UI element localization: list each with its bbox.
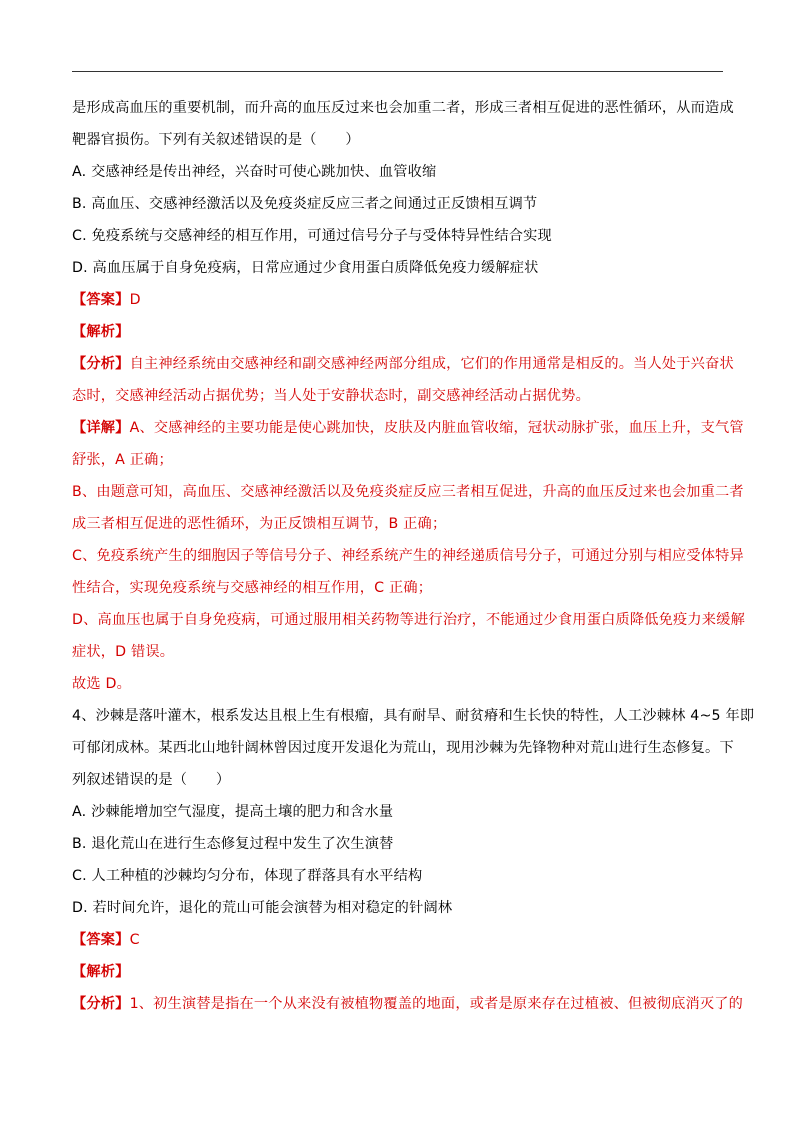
line-text: 成三者相互促进的恶性循环，为正反馈相互调节，B 正确； <box>72 516 447 532</box>
line-text: 列叙述错误的是（ ） <box>72 772 231 788</box>
line-text: D <box>129 292 141 308</box>
line-text: D. 若时间允许，退化的荒山可能会演替为相对稳定的针阔林 <box>72 900 453 916</box>
text-line <box>72 828 732 860</box>
text-line <box>72 796 732 828</box>
line-text: 是形成高血压的重要机制，而升高的血压反过来也会加重二者，形成三者相互促进的恶性循环，从而造成 <box>72 100 734 116</box>
text-line <box>72 284 732 316</box>
line-text: 靶器官损伤。下列有关叙述错误的是（ ） <box>72 132 360 148</box>
line-text: D、高血压也属于自身免疫病，可通过服用相关药物等进行治疗，不能通过少食用蛋白质降低免疫力来缓解 <box>72 612 745 628</box>
section-tag: 【解析】 <box>72 324 130 340</box>
text-line <box>72 636 732 668</box>
line-text: A. 沙棘能增加空气湿度，提高土壤的肥力和含水量 <box>72 804 394 820</box>
text-line <box>72 380 732 412</box>
line-text: 故选 D。 <box>72 676 131 692</box>
text-line <box>72 700 755 732</box>
text-line <box>72 348 732 380</box>
text-line <box>72 732 732 764</box>
section-tag: 【解析】 <box>72 964 130 980</box>
line-text: C. 免疫系统与交感神经的相互作用，可通过信号分子与受体特异性结合实现 <box>72 228 552 244</box>
text-line <box>72 860 732 892</box>
text-line <box>72 668 732 700</box>
line-text: 舒张，A 正确； <box>72 452 173 468</box>
text-line <box>72 316 732 348</box>
line-text: 态时，交感神经活动占据优势；当人处于安静状态时，副交感神经活动占据优势。 <box>72 388 590 404</box>
text-line <box>72 924 732 956</box>
section-tag: 【分析】 <box>72 996 130 1012</box>
line-text: A、交感神经的主要功能是使心跳加快，皮肤及内脏血管收缩，冠状动脉扩张，血压上升，支气管 <box>129 420 744 436</box>
text-line <box>72 988 744 1020</box>
header-rule <box>72 71 723 72</box>
line-text: B、由题意可知，高血压、交感神经激活以及免疫炎症反应三者相互促进，升高的血压反过来也会加重二者 <box>72 484 744 500</box>
text-line <box>72 764 732 796</box>
text-line <box>72 156 732 188</box>
text-line <box>72 892 732 924</box>
text-line <box>72 444 732 476</box>
section-tag: 【答案】 <box>72 932 130 948</box>
text-line <box>72 252 732 284</box>
line-text: C、免疫系统产生的细胞因子等信号分子、神经系统产生的神经递质信号分子，可通过分别与相应受体特异 <box>72 548 744 564</box>
line-text: C <box>129 932 140 948</box>
text-line <box>72 540 744 572</box>
section-tag: 【详解】 <box>72 420 130 436</box>
line-text: 性结合，实现免疫系统与交感神经的相互作用，C 正确； <box>72 580 433 596</box>
text-line <box>72 604 745 636</box>
line-text: 症状，D 错误。 <box>72 644 175 660</box>
text-line <box>72 572 732 604</box>
text-line <box>72 220 732 252</box>
text-line <box>72 412 744 444</box>
line-text: B. 高血压、交感神经激活以及免疫炎症反应三者之间通过正反馈相互调节 <box>72 196 538 212</box>
text-line <box>72 92 732 124</box>
section-tag: 【答案】 <box>72 292 130 308</box>
section-tag: 【分析】 <box>72 356 130 372</box>
line-text: A. 交感神经是传出神经，兴奋时可使心跳加快、血管收缩 <box>72 164 437 180</box>
line-text: 4、沙棘是落叶灌木，根系发达且根上生有根瘤，具有耐旱、耐贫瘠和生长快的特性，人工沙棘林 4~5 年即 <box>72 708 755 724</box>
line-text: C. 人工种植的沙棘均匀分布，体现了群落具有水平结构 <box>72 868 423 884</box>
text-line <box>72 508 732 540</box>
text-line <box>72 476 744 508</box>
line-text: 1、初生演替是指在一个从来没有被植物覆盖的地面，或者是原来存在过植被、但被彻底消灭了的 <box>129 996 744 1012</box>
line-text: B. 退化荒山在进行生态修复过程中发生了次生演替 <box>72 836 394 852</box>
line-text: 可郁闭成林。某西北山地针阔林曾因过度开发退化为荒山，现用沙棘为先锋物种对荒山进行生态修复。下 <box>72 740 734 756</box>
document-body <box>72 92 755 1020</box>
text-line <box>72 956 732 988</box>
text-line <box>72 188 732 220</box>
line-text: 自主神经系统由交感神经和副交感神经两部分组成，它们的作用通常是相反的。当人处于兴奋状 <box>129 356 734 372</box>
text-line <box>72 124 732 156</box>
line-text: D. 高血压属于自身免疫病，日常应通过少食用蛋白质降低免疫力缓解症状 <box>72 260 539 276</box>
